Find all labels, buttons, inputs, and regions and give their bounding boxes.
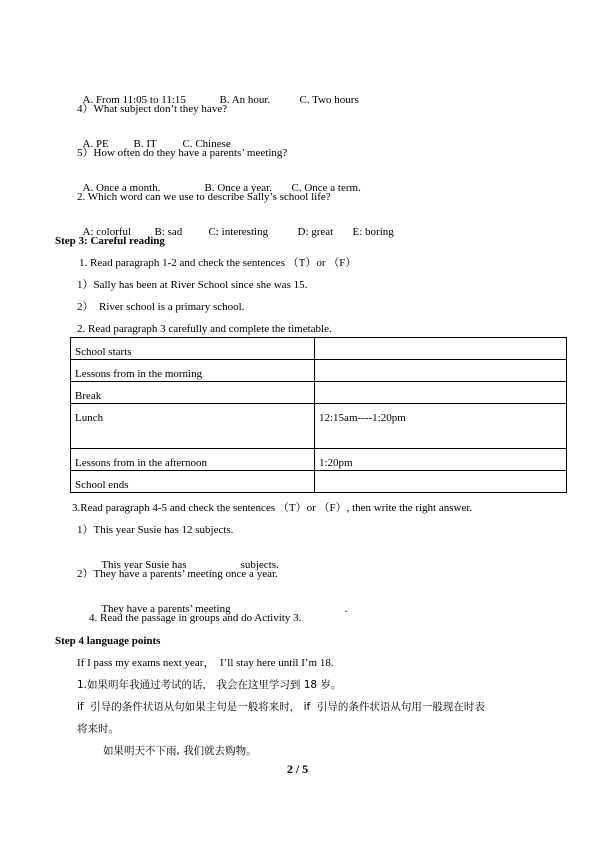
step3-statement-1: 1）Sally has been at River School since she was 15.: [77, 279, 308, 291]
option: C. Chinese: [182, 138, 231, 150]
fill-text: subjects.: [240, 559, 279, 571]
table-row: [71, 404, 567, 449]
step3-task4: 4. Read the passage in groups and do Activity 3.: [89, 612, 302, 624]
option: B. IT: [133, 138, 157, 150]
step4-explanation: if 引导的条件状语从句如果主句是一般将来时， if 引导的条件状语从句用一般现在时表: [77, 701, 485, 713]
task3-statement-1: 1）This year Susie has 12 subjects.: [77, 524, 234, 536]
option: A: colorful: [82, 226, 132, 238]
table-row: [71, 382, 567, 404]
table-cell-value[interactable]: [315, 382, 567, 404]
option: C. Once a term.: [291, 182, 361, 194]
table-cell-label: School starts: [71, 338, 315, 360]
question-5: 5）How often do they have a parents’ meeting?: [77, 147, 288, 159]
option: C: interesting: [208, 226, 269, 238]
step3-statement-2: 2） River school is a primary school.: [77, 301, 245, 313]
step4-example: If I pass my exams next year， I’ll stay here until I’m 18.: [77, 657, 334, 669]
option: B. Once a year.: [204, 182, 272, 194]
step4-translation: 1.如果明年我通过考试的话， 我会在这里学习到 18 岁。: [77, 679, 342, 691]
table-row: [71, 449, 567, 471]
table-cell-label: Lessons from in the morning: [71, 360, 315, 382]
step3-task2: 2. Read paragraph 3 carefully and complete the timetable.: [77, 323, 332, 335]
fill-text: This year Susie has: [101, 559, 187, 571]
option: B: sad: [154, 226, 183, 238]
page-number: 2 / 5: [286, 762, 309, 776]
option: D: great: [297, 226, 334, 238]
step4-exercise: 如果明天不下雨, 我们就去购物。: [103, 745, 257, 757]
step4-explanation-cont: 将来时。: [77, 723, 119, 735]
step4-heading: Step 4 language points: [55, 635, 161, 647]
table-cell-value[interactable]: 12:15am----1:20pm: [315, 404, 567, 449]
table-row: [71, 360, 567, 382]
table-cell-value[interactable]: [315, 360, 567, 382]
option: A. Once a month.: [82, 182, 161, 194]
question-4: 4）What subject don’t they have?: [77, 103, 228, 115]
step3-heading: Step 3: Careful reading: [55, 235, 165, 247]
table-cell-label: Lessons from in the afternoon: [71, 449, 315, 471]
table-row: [71, 338, 567, 360]
question-2: 2. Which word can we use to describe Sally’s school life?: [77, 191, 331, 203]
option: A. PE: [82, 138, 109, 150]
table-cell-value[interactable]: 1:20pm: [315, 449, 567, 471]
fill-text: .: [344, 603, 348, 615]
table-cell-label: Lunch: [71, 404, 315, 449]
fill-text: They have a parents’ meeting: [101, 603, 231, 615]
table-cell-label: Break: [71, 382, 315, 404]
step3-task3: 3.Read paragraph 4-5 and check the sentences （T）or （F）, then write the right answer.: [72, 502, 473, 514]
option: E: boring: [352, 226, 394, 238]
timetable: [70, 337, 567, 493]
table-cell-value[interactable]: [315, 471, 567, 493]
table-row: [71, 471, 567, 493]
table-cell-value[interactable]: [315, 338, 567, 360]
table-cell-label: School ends: [71, 471, 315, 493]
option: A. From 11:05 to 11:15: [82, 94, 186, 106]
task3-statement-2: 2）They have a parents’ meeting once a year.: [77, 568, 278, 580]
option: C. Two hours: [299, 94, 359, 106]
step3-task1: 1. Read paragraph 1-2 and check the sentences （T）or （F）: [79, 257, 357, 269]
option: B. An hour.: [219, 94, 271, 106]
